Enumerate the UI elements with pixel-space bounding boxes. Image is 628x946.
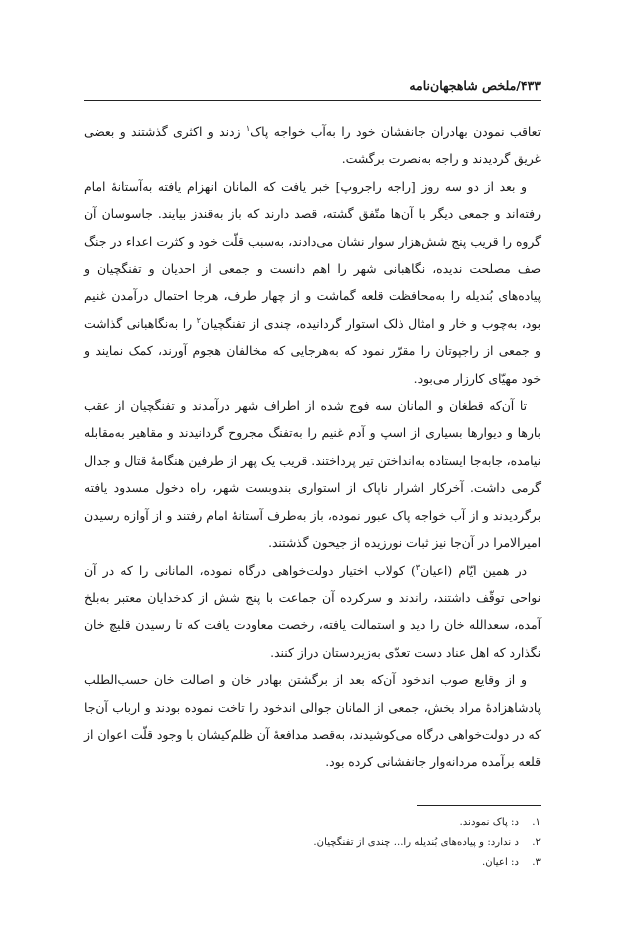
paragraph-text: و بعد از دو سه روز [راجه راجروپ] خبر یافت که المانان انهزام یافته به‌آستانهٔ امام رفته‌اند و جمعی دیگر با آن‌ها متّفق گشته، قصد دارند که باز به‌قندز بیایند. جاسوسان آن گروه را قریب پنج شش‌هزار سوار نشان می‌دادند، به‌سبب قلّت خود و کثرت اعداء در جنگ صف مصلحت ندیده، نگاهبانی شهر را اهم دانست و جمعی از احدیان و تفنگچیان و پیاده‌های بُندیله را به‌محافظت قلعه گماشت و از چهار طرف، هرجا احتمال درآمدن غنیم بود، به‌چوب و خار و امثال ذلک استوار گردانیده، چندی از تفنگچیان [84,179,541,331]
footnote [84,833,541,853]
paragraph-text: و از وقایع صوب اندخود آن‌که بعد از برگشتن بهادر خان و اصالت خان حسب‌الطلب پادشاهزادهٔ مراد بخش، جمعی از المانان جوالی اندخود را تاخت نموده بودند و ارباب آن‌جا که در دولت‌خواهی درگاه می‌کوشیدند، به‌قصد مدافعهٔ آن ظلم‌کیشان با وجود قلّت اعوان از قلعه برآمده مردانه‌وار جانفشانی کرده بود. [84,673,541,770]
paragraph-text: تا آن‌که قطغان و المانان سه فوج شده از اطراف شهر درآمدند و تفنگچیان از عقب بارها و دیوارها بسیاری از اسپ و آدم غنیم را به‌تفنگ مجروح گردانیدند و مقاهیر به‌مقابله نیامده، جابه‌جا ایستاده به‌انداختن تیر پرداختند. قریب یک پهر از طرفین هنگامهٔ قتال و جدال گرمی داشت. آخرکار اشرار ناپاک از استواری بندوبست شهر، راه دخول مسدود یافته برگردیدند و از آب خواجه پاک عبور نموده، باز به‌طرف آستانهٔ امام رفتند و از آوازه رسیدن امیرالامرا در آن‌جا نیز ثبات نورزیده از جیحون گذشتند. [84,399,541,551]
footnote [84,853,541,873]
footnote-number: ۳. [532,857,541,868]
footnote-text: د: پاک نمودند. [459,817,519,828]
paragraph [84,119,541,174]
paragraph [84,393,541,557]
footnote-number: ۲. [532,837,541,848]
paragraph-text: تعاقب نمودن بهادران جانفشان خود را به‌آب خواجه پاک [250,125,541,139]
paragraph-text: را به‌نگاهبانی گذاشت و جمعی از راجپوتان را مقرّر نمود که به‌هرجایی که مخالفان هجوم آورند، کمک نمایند و خود مهیّای کارزار می‌بود. [84,316,541,386]
footnotes [84,813,541,873]
footnote-text: د: اعیان. [481,857,519,868]
paragraph [84,558,541,668]
paragraph [84,174,541,393]
paragraph-text: ) کولاب اختیار دولت‌خواهی درگاه نموده، المانانی را که در آن نواحی توقّف داشتند، راندند و سرکرده آن جماعت با پنج شش از کدخدایان معتبر به‌بلخ آمده، سعدالله خان را دید و استمالت یافته، رخصت معاودت یافت که تا رسیدن قلیچ خان نگذارد که اهل عناد دست تعدّی به‌زیردستان دراز کنند. [84,563,541,660]
footnote-text: د ندارد: و پیاده‌های بُندیله را... چندی از تفنگچیان. [313,837,519,848]
footnote-divider [417,805,541,806]
page-header [84,76,541,101]
body-text [84,119,541,777]
paragraph [84,667,541,777]
footnote-marker: ۱ [245,123,251,133]
footnote [84,813,541,833]
paragraph-text: زدند و اکثری گذشتند و بعضی غریق گردیدند و راجه به‌نصرت برگشت. [84,125,541,167]
footnote-marker: ۳ [415,562,421,572]
running-head: ۴۳۳/ملخص شاهجهان‌نامه [409,78,541,93]
footnote-marker: ۲ [196,315,201,325]
footnote-number: ۱. [532,817,541,828]
paragraph-text: در همین ایّام (اعیان [420,563,528,578]
